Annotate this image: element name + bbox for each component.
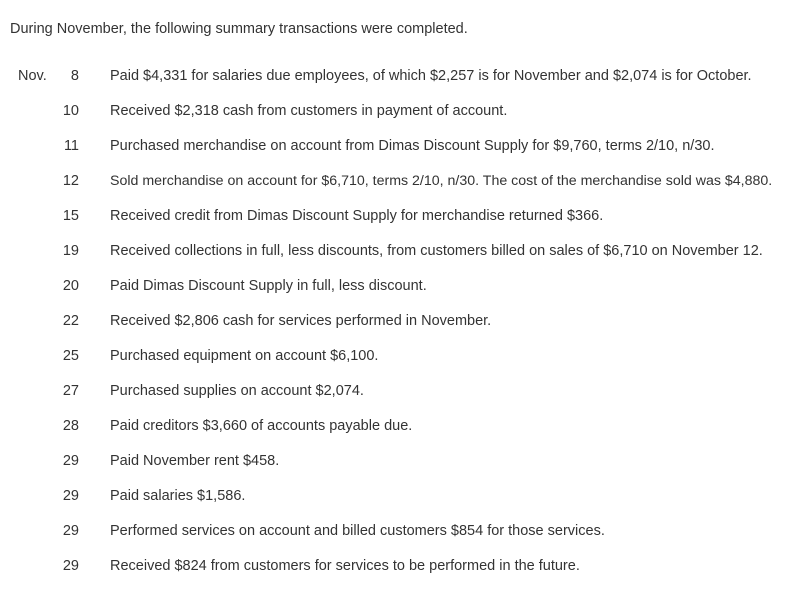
transaction-description: Purchased supplies on account $2,074.	[110, 383, 364, 399]
transaction-description: Sold merchandise on account for $6,710, terms 2/10, n/30. The cost of the merchandise sold was $4,880.	[110, 173, 773, 189]
transaction-row	[0, 381, 808, 401]
transaction-row	[0, 311, 808, 331]
transaction-day: 15	[62, 208, 79, 224]
transaction-description: Received $824 from customers for services to be performed in the future.	[110, 558, 580, 574]
transaction-description: Purchased equipment on account $6,100.	[110, 348, 379, 364]
month-label: Nov.	[18, 68, 47, 84]
transaction-day: 29	[62, 523, 79, 539]
transaction-day: 22	[62, 313, 79, 329]
transaction-row	[0, 241, 808, 261]
transaction-day: 29	[62, 453, 79, 469]
transaction-description: Received collections in full, less discounts, from customers billed on sales of $6,710 on November 12.	[110, 243, 763, 259]
transaction-description: Performed services on account and billed customers $854 for those services.	[110, 523, 605, 539]
transaction-row	[0, 66, 808, 86]
transaction-row	[0, 276, 808, 296]
transaction-day: 27	[62, 383, 79, 399]
transaction-day: 8	[70, 68, 79, 84]
transaction-day: 28	[62, 418, 79, 434]
transaction-day: 25	[62, 348, 79, 364]
transaction-day: 10	[62, 103, 79, 119]
transaction-description: Paid salaries $1,586.	[110, 488, 246, 504]
transaction-row	[0, 101, 808, 121]
transaction-description: Paid $4,331 for salaries due employees, of which $2,257 is for November and $2,074 is for October.	[110, 68, 752, 84]
transaction-row	[0, 346, 808, 366]
transaction-description: Paid Dimas Discount Supply in full, less discount.	[110, 278, 427, 294]
intro-text: During November, the following summary transactions were completed.	[10, 21, 468, 37]
transaction-day: 12	[62, 173, 79, 189]
transaction-description: Purchased merchandise on account from Dimas Discount Supply for $9,760, terms 2/10, n/30.	[110, 138, 715, 154]
transaction-day: 19	[62, 243, 79, 259]
transaction-row	[0, 486, 808, 506]
transaction-row	[0, 556, 808, 576]
transaction-row	[0, 521, 808, 541]
transaction-description: Received $2,318 cash from customers in payment of account.	[110, 103, 508, 119]
transaction-row	[0, 206, 808, 226]
transaction-description: Received $2,806 cash for services performed in November.	[110, 313, 492, 329]
transaction-day: 20	[62, 278, 79, 294]
transaction-row	[0, 171, 808, 191]
transaction-row	[0, 136, 808, 156]
transaction-description: Received credit from Dimas Discount Supply for merchandise returned $366.	[110, 208, 604, 224]
transaction-day: 29	[62, 558, 79, 574]
transaction-day: 11	[63, 138, 79, 154]
transaction-day: 29	[62, 488, 79, 504]
transaction-description: Paid creditors $3,660 of accounts payable due.	[110, 418, 413, 434]
transaction-description: Paid November rent $458.	[110, 453, 280, 469]
transaction-row	[0, 451, 808, 471]
transaction-row	[0, 416, 808, 436]
